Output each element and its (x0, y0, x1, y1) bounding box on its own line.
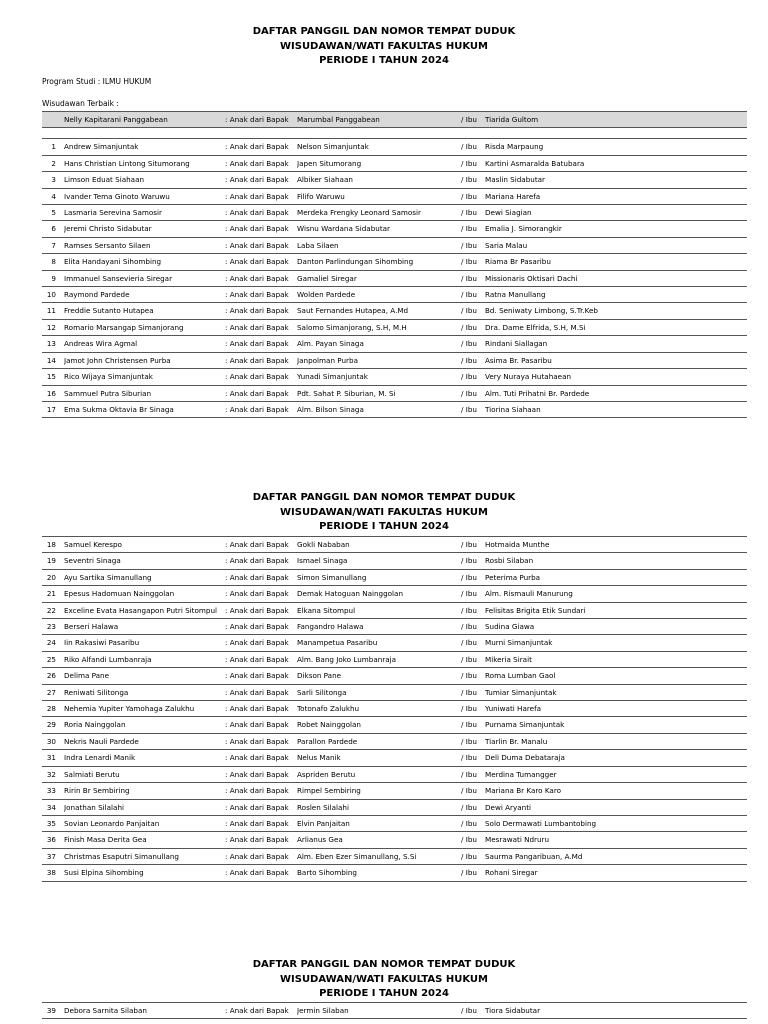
table-row (42, 668, 747, 684)
father-name: Albiker Siahaan (297, 172, 461, 188)
table-row (42, 799, 747, 815)
mother-name: Peterima Purba (485, 569, 747, 585)
mother-label: / Ibu (461, 172, 485, 188)
row-number: 3 (42, 172, 64, 188)
mother-name: Saurma Pangaribuan, A.Md (485, 848, 747, 864)
mother-name: Dewi Siagian (485, 205, 747, 221)
father-label: : Anak dari Bapak (225, 221, 297, 237)
mother-label: / Ibu (461, 352, 485, 368)
row-number: 8 (42, 254, 64, 270)
father-name: Robet Nainggolan (297, 717, 461, 733)
father-name: Dikson Pane (297, 668, 461, 684)
student-name: Exceline Evata Hasangapon Putri Sitompul (64, 602, 225, 618)
table-row (42, 619, 747, 635)
father-label: : Anak dari Bapak (225, 352, 297, 368)
table-row (42, 188, 747, 204)
mother-label: / Ibu (461, 848, 485, 864)
father-label: : Anak dari Bapak (225, 237, 297, 253)
father-label: : Anak dari Bapak (225, 799, 297, 815)
mother-label: / Ibu (461, 651, 485, 667)
row-number: 14 (42, 352, 64, 368)
page-1 (0, 25, 768, 69)
table-row (42, 172, 747, 188)
mother-label: / Ibu (461, 287, 485, 303)
father-label: : Anak dari Bapak (225, 205, 297, 221)
row-number: 31 (42, 750, 64, 766)
mother-label: / Ibu (461, 701, 485, 717)
row-number: 6 (42, 221, 64, 237)
graduate-table-3 (42, 1002, 747, 1019)
father-name: Alm. Bilson Sinaga (297, 401, 461, 417)
student-name: Jeremi Christo Sidabutar (64, 221, 225, 237)
row-number: 1 (42, 139, 64, 155)
father-name: Wisnu Wardana Sidabutar (297, 221, 461, 237)
father-name: Fangandro Halawa (297, 619, 461, 635)
mother-label: / Ibu (461, 401, 485, 417)
row-number: 29 (42, 717, 64, 733)
row-number: 26 (42, 668, 64, 684)
page-title: DAFTAR PANGGIL DAN NOMOR TEMPAT DUDUK WISUDAWAN/WATI FAKULTAS HUKUM PERIODE I TAHUN 2024 (252, 26, 516, 66)
father-name: Gamaliel Siregar (297, 270, 461, 286)
student-name: Andrew Simanjuntak (64, 139, 225, 155)
mother-name: Bd. Seniwaty Limbong, S.Tr.Keb (485, 303, 747, 319)
father-name: Yunadi Simanjuntak (297, 369, 461, 385)
mother-name: Very Nuraya Hutahaean (485, 369, 747, 385)
table-row (42, 815, 747, 831)
row-number: 24 (42, 635, 64, 651)
table-row (42, 586, 747, 602)
mother-name: Ratna Manullang (485, 287, 747, 303)
table-row (42, 848, 747, 864)
student-name: Nekris Nauli Pardede (64, 733, 225, 749)
row-number: 17 (42, 401, 64, 417)
table-row (42, 553, 747, 569)
table-row (42, 537, 747, 553)
mother-label: / Ibu (461, 336, 485, 352)
student-name: Iin Rakasiwi Pasaribu (64, 635, 225, 651)
student-name: Debora Sarnita Silaban (64, 1003, 225, 1019)
table-row (42, 1003, 747, 1019)
father-label: : Anak dari Bapak (225, 336, 297, 352)
row-number: 10 (42, 287, 64, 303)
father-label: : Anak dari Bapak (225, 865, 297, 881)
father-name: Manampetua Pasaribu (297, 635, 461, 651)
row-number: 34 (42, 799, 64, 815)
table-row (42, 733, 747, 749)
father-name: Pdt. Sahat P. Siburian, M. Si (297, 385, 461, 401)
student-name: Salmiati Berutu (64, 766, 225, 782)
program-label: Program Studi : ILMU HUKUM (42, 77, 152, 86)
row-number: 2 (42, 155, 64, 171)
row-number: 25 (42, 651, 64, 667)
mother-name: Saria Malau (485, 237, 747, 253)
mother-label: / Ibu (461, 319, 485, 335)
father-label: : Anak dari Bapak (225, 701, 297, 717)
table-row (42, 766, 747, 782)
father-name: Merdeka Frengky Leonard Samosir (297, 205, 461, 221)
father-label: : Anak dari Bapak (225, 319, 297, 335)
mother-name: Dra. Dame Elfrida, S.H, M.Si (485, 319, 747, 335)
row-number: 13 (42, 336, 64, 352)
student-name: Berseri Halawa (64, 619, 225, 635)
table-row (42, 832, 747, 848)
mother-label: / Ibu (461, 369, 485, 385)
student-name: Finish Masa Derita Gea (64, 832, 225, 848)
row-number: 15 (42, 369, 64, 385)
father-label: : Anak dari Bapak (225, 832, 297, 848)
father-label: : Anak dari Bapak (225, 733, 297, 749)
father-label: : Anak dari Bapak (225, 303, 297, 319)
father-name: Laba Silaen (297, 237, 461, 253)
page-title: DAFTAR PANGGIL DAN NOMOR TEMPAT DUDUK WISUDAWAN/WATI FAKULTAS HUKUM PERIODE I TAHUN 2024 (252, 492, 516, 532)
student-name: Raymond Pardede (64, 287, 225, 303)
row-number: 27 (42, 684, 64, 700)
father-name: Elkana Sitompul (297, 602, 461, 618)
mother-name: Sudina Giawa (485, 619, 747, 635)
mother-name: Alm. Rismauli Manurung (485, 586, 747, 602)
row-number: 39 (42, 1003, 64, 1019)
student-name: Ivander Tema Ginoto Waruwu (64, 188, 225, 204)
mother-name: Deli Duma Debataraja (485, 750, 747, 766)
mother-label: / Ibu (461, 237, 485, 253)
mother-name: Rindani Siallagan (485, 336, 747, 352)
table-row (42, 684, 747, 700)
student-name: Jamot John Christensen Purba (64, 352, 225, 368)
father-name: Saut Fernandes Hutapea, A.Md (297, 303, 461, 319)
mother-label: / Ibu (461, 188, 485, 204)
student-name: Ramses Sersanto Silaen (64, 237, 225, 253)
father-name: Sarli Silitonga (297, 684, 461, 700)
row-number: 36 (42, 832, 64, 848)
student-name: Ririn Br Sembiring (64, 783, 225, 799)
row-number: 37 (42, 848, 64, 864)
table-row (42, 865, 747, 881)
table-row (42, 336, 747, 352)
mother-label: / Ibu (461, 668, 485, 684)
page-3 (0, 958, 768, 1002)
mother-label: / Ibu (461, 385, 485, 401)
father-label: : Anak dari Bapak (225, 155, 297, 171)
mother-label: / Ibu (461, 139, 485, 155)
father-label: : Anak dari Bapak (225, 569, 297, 585)
student-name: Hans Christian Lintong Situmorang (64, 155, 225, 171)
mother-label: / Ibu (461, 799, 485, 815)
father-label: : Anak dari Bapak (225, 385, 297, 401)
student-name: Christmas Esaputri Simanullang (64, 848, 225, 864)
father-label: : Anak dari Bapak (225, 717, 297, 733)
mother-name: Kartini Asmaralda Batubara (485, 155, 747, 171)
father-label: : Anak dari Bapak (225, 254, 297, 270)
mother-label: / Ibu (461, 254, 485, 270)
table-row (42, 651, 747, 667)
table-row (42, 569, 747, 585)
father-name: Totonafo Zalukhu (297, 701, 461, 717)
row-number: 20 (42, 569, 64, 585)
father-name: Rimpel Sembiring (297, 783, 461, 799)
mother-label: / Ibu (461, 635, 485, 651)
mother-label: / Ibu (461, 766, 485, 782)
mother-name: Asima Br. Pasaribu (485, 352, 747, 368)
mother-name: Merdina Tumangger (485, 766, 747, 782)
mother-name: Roma Lumban Gaol (485, 668, 747, 684)
mother-label: / Ibu (461, 750, 485, 766)
student-name: Sovian Leonardo Panjaitan (64, 815, 225, 831)
father-label: : Anak dari Bapak (225, 112, 297, 128)
student-name: Rico Wijaya Simanjuntak (64, 369, 225, 385)
mother-name: Tiarida Gultom (485, 112, 747, 128)
table-row (42, 319, 747, 335)
mother-label: / Ibu (461, 155, 485, 171)
father-label: : Anak dari Bapak (225, 750, 297, 766)
row-number: 12 (42, 319, 64, 335)
row-number: 9 (42, 270, 64, 286)
mother-label: / Ibu (461, 586, 485, 602)
mother-label: / Ibu (461, 717, 485, 733)
table-row (42, 352, 747, 368)
student-name: Sammuel Putra Siburian (64, 385, 225, 401)
mother-name: Rohani Siregar (485, 865, 747, 881)
mother-name: Mariana Harefa (485, 188, 747, 204)
table-row (42, 783, 747, 799)
student-name: Riko Alfandi Lumbanraja (64, 651, 225, 667)
table-row (42, 369, 747, 385)
student-name: Ema Sukma Oktavia Br Sinaga (64, 401, 225, 417)
mother-label: / Ibu (461, 221, 485, 237)
student-name: Ayu Sartika Simanullang (64, 569, 225, 585)
father-label: : Anak dari Bapak (225, 369, 297, 385)
table-row (42, 287, 747, 303)
mother-name: Solo Dermawati Lumbantobing (485, 815, 747, 831)
father-name: Gokli Nababan (297, 537, 461, 553)
row-number: 19 (42, 553, 64, 569)
mother-name: Yuniwati Harefa (485, 701, 747, 717)
table-row (42, 701, 747, 717)
best-graduate-row (42, 112, 747, 128)
table-row (42, 602, 747, 618)
father-name: Salomo Simanjorang, S.H, M.H (297, 319, 461, 335)
table-row (42, 717, 747, 733)
best-graduate-label: Wisudawan Terbaik : (42, 99, 119, 108)
father-name: Elvin Panjaitan (297, 815, 461, 831)
student-name: Roria Nainggolan (64, 717, 225, 733)
father-name: Aspriden Berutu (297, 766, 461, 782)
father-name: Wolden Pardede (297, 287, 461, 303)
father-label: : Anak dari Bapak (225, 783, 297, 799)
mother-label: / Ibu (461, 205, 485, 221)
table-row (42, 237, 747, 253)
student-name: Epesus Hadomuan Nainggolan (64, 586, 225, 602)
father-name: Barto Sihombing (297, 865, 461, 881)
row-number: 11 (42, 303, 64, 319)
table-row (42, 221, 747, 237)
father-name: Simon Simanullang (297, 569, 461, 585)
mother-name: Emalia J. Simorangkir (485, 221, 747, 237)
mother-label: / Ibu (461, 553, 485, 569)
student-name: Limson Eduat Siahaan (64, 172, 225, 188)
father-label: : Anak dari Bapak (225, 270, 297, 286)
row-number: 18 (42, 537, 64, 553)
row-number: 5 (42, 205, 64, 221)
page-title: DAFTAR PANGGIL DAN NOMOR TEMPAT DUDUK WISUDAWAN/WATI FAKULTAS HUKUM PERIODE I TAHUN 2024 (252, 959, 516, 999)
table-row (42, 254, 747, 270)
mother-name: Purnama Simanjuntak (485, 717, 747, 733)
table-row (42, 635, 747, 651)
father-label: : Anak dari Bapak (225, 1003, 297, 1019)
father-name: Janpolman Purba (297, 352, 461, 368)
father-name: Marumbal Panggabean (297, 112, 461, 128)
mother-name: Maslin Sidabutar (485, 172, 747, 188)
table-row (42, 155, 747, 171)
table-row (42, 750, 747, 766)
student-name: Andreas Wira Agmal (64, 336, 225, 352)
mother-name: Mesrawati Ndruru (485, 832, 747, 848)
mother-label: / Ibu (461, 270, 485, 286)
student-name: Seventri Sinaga (64, 553, 225, 569)
row-number: 21 (42, 586, 64, 602)
father-name: Jermin Silaban (297, 1003, 461, 1019)
mother-name: Felisitas Brigita Etik Sundari (485, 602, 747, 618)
mother-label: / Ibu (461, 733, 485, 749)
mother-label: / Ibu (461, 112, 485, 128)
father-name: Alm. Bang Joko Lumbanraja (297, 651, 461, 667)
mother-name: Risda Marpaung (485, 139, 747, 155)
father-label: : Anak dari Bapak (225, 684, 297, 700)
mother-name: Tumiar Simanjuntak (485, 684, 747, 700)
table-row (42, 303, 747, 319)
mother-name: Tiora Sidabutar (485, 1003, 747, 1019)
mother-label: / Ibu (461, 832, 485, 848)
father-label: : Anak dari Bapak (225, 815, 297, 831)
father-name: Alm. Payan Sinaga (297, 336, 461, 352)
mother-name: Riama Br Pasaribu (485, 254, 747, 270)
mother-name: Missionaris Oktisari Dachi (485, 270, 747, 286)
mother-name: Murni Simanjuntak (485, 635, 747, 651)
row-number: 30 (42, 733, 64, 749)
student-name: Jonathan Silalahi (64, 799, 225, 815)
row-number: 35 (42, 815, 64, 831)
father-name: Danton Parlindungan Sihombing (297, 254, 461, 270)
mother-name: Tiorina Siahaan (485, 401, 747, 417)
student-name: Nehemia Yupiter Yamohaga Zalukhu (64, 701, 225, 717)
row-number: 32 (42, 766, 64, 782)
father-name: Japen Situmorang (297, 155, 461, 171)
graduate-table-1 (42, 111, 747, 418)
student-name: Immanuel Sansevieria Siregar (64, 270, 225, 286)
father-name: Filifo Waruwu (297, 188, 461, 204)
student-name: Delima Pane (64, 668, 225, 684)
row-number: 16 (42, 385, 64, 401)
father-name: Nelson Simanjuntak (297, 139, 461, 155)
father-name: Ismael Sinaga (297, 553, 461, 569)
page-2 (0, 491, 768, 535)
student-name: Lasmaria Serevina Samosir (64, 205, 225, 221)
mother-label: / Ibu (461, 783, 485, 799)
graduate-table-2 (42, 536, 747, 882)
father-label: : Anak dari Bapak (225, 766, 297, 782)
mother-name: Mariana Br Karo Karo (485, 783, 747, 799)
father-name: Parallon Pardede (297, 733, 461, 749)
father-label: : Anak dari Bapak (225, 139, 297, 155)
father-label: : Anak dari Bapak (225, 619, 297, 635)
mother-name: Hotmaida Munthe (485, 537, 747, 553)
father-name: Nelus Manik (297, 750, 461, 766)
father-label: : Anak dari Bapak (225, 651, 297, 667)
father-label: : Anak dari Bapak (225, 172, 297, 188)
student-name: Samuel Kerespo (64, 537, 225, 553)
student-name: Romario Marsangap Simanjorang (64, 319, 225, 335)
mother-label: / Ibu (461, 1003, 485, 1019)
father-label: : Anak dari Bapak (225, 537, 297, 553)
row-number: 28 (42, 701, 64, 717)
row-number: 38 (42, 865, 64, 881)
father-label: : Anak dari Bapak (225, 401, 297, 417)
mother-label: / Ibu (461, 602, 485, 618)
father-label: : Anak dari Bapak (225, 586, 297, 602)
table-row (42, 205, 747, 221)
student-name: Reniwati Silitonga (64, 684, 225, 700)
student-name: Freddie Sutanto Hutapea (64, 303, 225, 319)
father-label: : Anak dari Bapak (225, 287, 297, 303)
mother-label: / Ibu (461, 569, 485, 585)
student-name: Nelly Kapitarani Panggabean (64, 112, 225, 128)
mother-label: / Ibu (461, 303, 485, 319)
mother-label: / Ibu (461, 815, 485, 831)
mother-name: Tiarlin Br. Manalu (485, 733, 747, 749)
father-name: Alm. Eben Ezer Simanullang, S.Si (297, 848, 461, 864)
mother-label: / Ibu (461, 684, 485, 700)
student-name: Elita Handayani Sihombing (64, 254, 225, 270)
row-number: 22 (42, 602, 64, 618)
mother-label: / Ibu (461, 537, 485, 553)
father-name: Demak Hatoguan Nainggolan (297, 586, 461, 602)
row-number: 33 (42, 783, 64, 799)
mother-label: / Ibu (461, 619, 485, 635)
student-name: Indra Lenardi Manik (64, 750, 225, 766)
father-label: : Anak dari Bapak (225, 602, 297, 618)
student-name: Susi Elpina Sihombing (64, 865, 225, 881)
mother-label: / Ibu (461, 865, 485, 881)
father-name: Roslen Silalahi (297, 799, 461, 815)
father-label: : Anak dari Bapak (225, 635, 297, 651)
row-number: 7 (42, 237, 64, 253)
table-row (42, 385, 747, 401)
father-label: : Anak dari Bapak (225, 553, 297, 569)
mother-name: Mikeria Sirait (485, 651, 747, 667)
mother-name: Dewi Aryanti (485, 799, 747, 815)
mother-name: Alm. Tuti Prihatni Br. Pardede (485, 385, 747, 401)
father-label: : Anak dari Bapak (225, 668, 297, 684)
mother-name: Rosbi Silaban (485, 553, 747, 569)
father-label: : Anak dari Bapak (225, 188, 297, 204)
row-number: 4 (42, 188, 64, 204)
table-row (42, 139, 747, 155)
father-name: Arlianus Gea (297, 832, 461, 848)
father-label: : Anak dari Bapak (225, 848, 297, 864)
row-number: 23 (42, 619, 64, 635)
table-row (42, 270, 747, 286)
table-row (42, 401, 747, 417)
